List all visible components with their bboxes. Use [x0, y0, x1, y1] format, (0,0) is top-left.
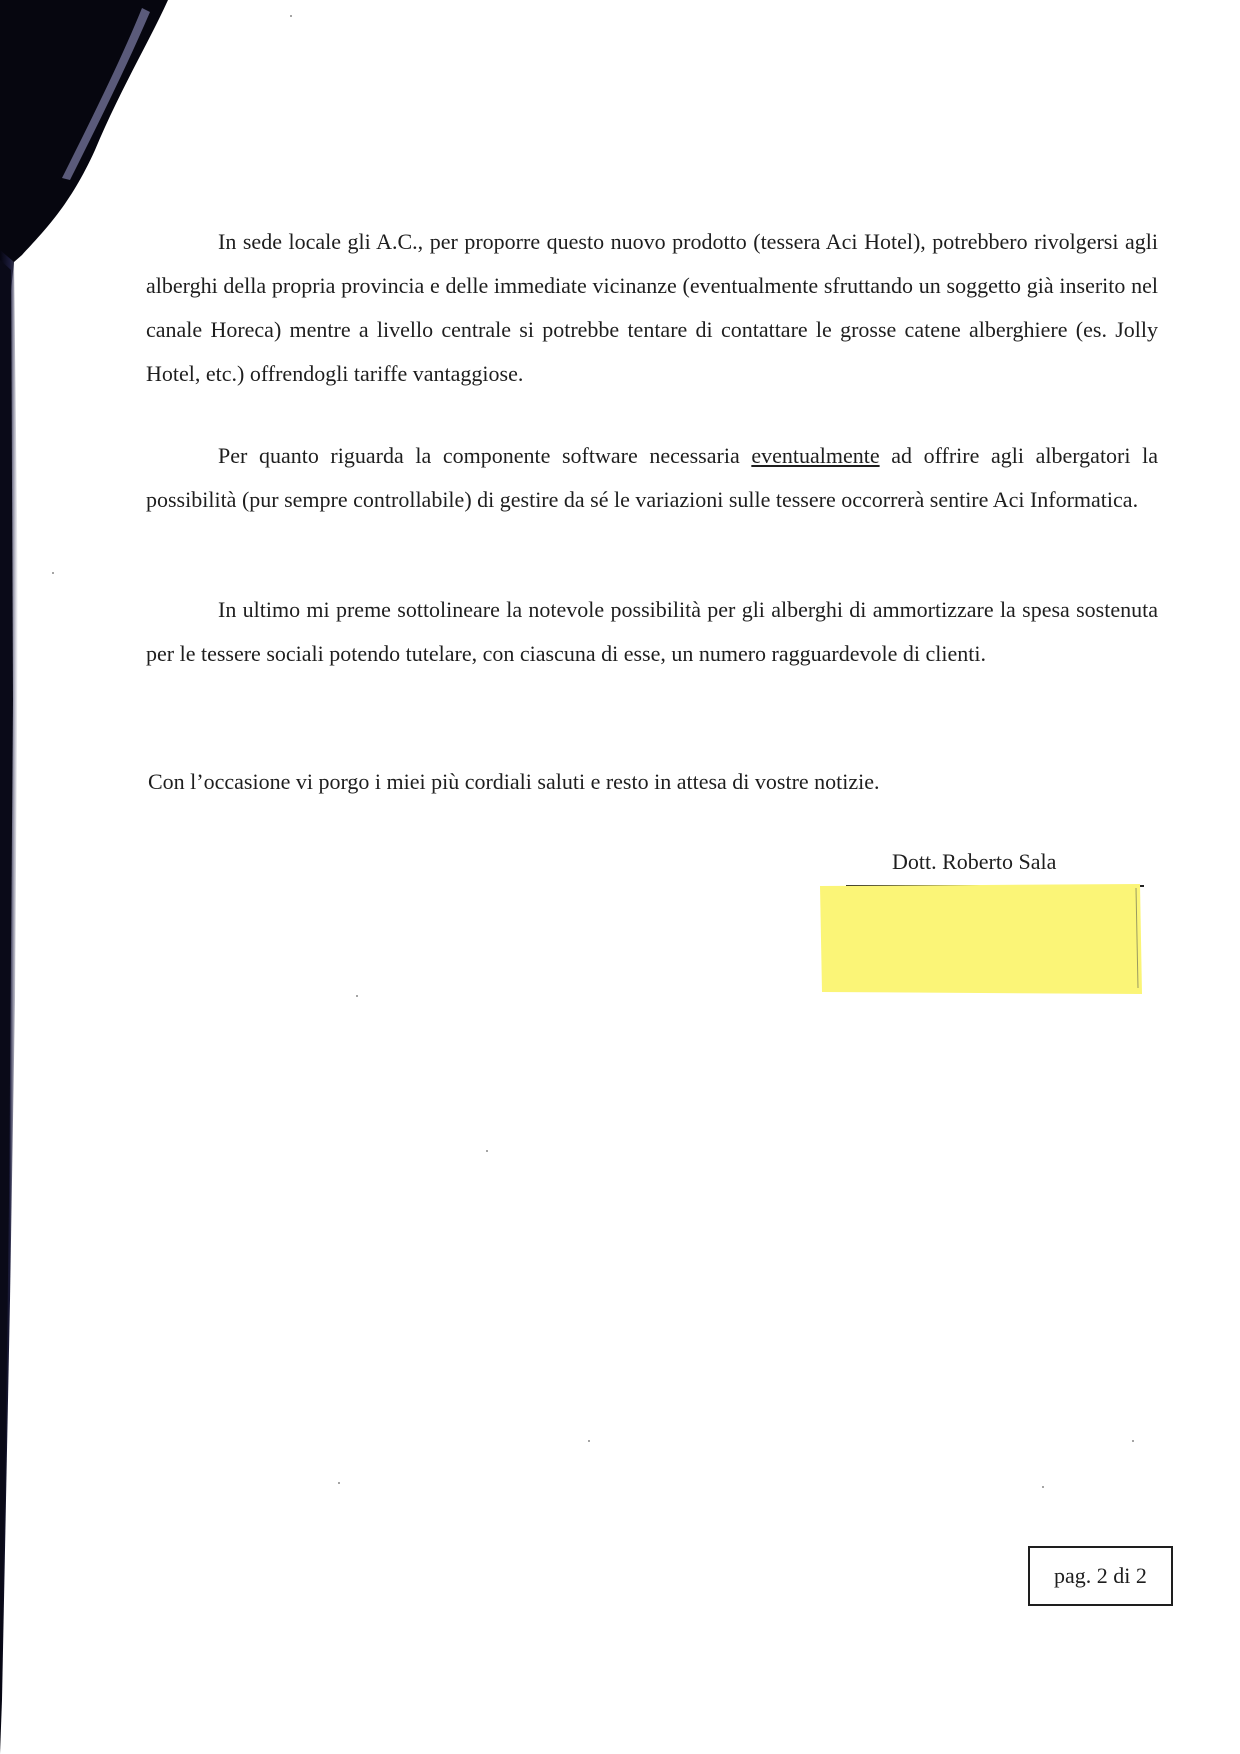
signer-name: Dott. Roberto Sala — [892, 849, 1057, 874]
page-number-box — [1028, 1546, 1173, 1606]
paragraph-aci-hotel-proposal: In sede locale gli A.C., per proporre questo nuovo prodotto (tessera Aci Hotel), potrebbero rivolgersi agli alberghi della propria provincia e delle immediate vicinanze (eventualmente sfruttando un soggetto già inserito nel canale Horeca) mentre a livello centrale si potrebbe tentare di contattare le grosse catene alberghiere (es. Jolly Hotel, etc.) offrendogli tariffe vantaggiose. — [146, 229, 1158, 386]
paragraph-cost-amortization: In ultimo mi preme sottolineare la notevole possibilità per gli alberghi di ammortizzare la spesa sostenuta per le tessere sociali potendo tutelare, con ciascuna di esse, un numero ragguardevole di clienti. — [146, 597, 1158, 666]
scan-speck — [356, 995, 358, 997]
scan-speck — [290, 15, 292, 17]
scan-speck — [338, 1482, 340, 1484]
scan-speck — [588, 1440, 590, 1442]
redacted-signature-highlight — [818, 880, 1143, 996]
scan-speck — [52, 572, 54, 574]
paragraph-software-component: Per quanto riguarda la componente software necessaria eventualmente ad offrire agli albergatori la possibilità (pur sempre controllabile) di gestire da sé le variazioni sulle tessere occorrerà sentire Aci Informatica. — [146, 443, 1158, 512]
scan-speck — [486, 1150, 488, 1152]
scan-speck — [1132, 1440, 1134, 1442]
page-number: pag. 2 di 2 — [1054, 1563, 1147, 1588]
underlined-word: eventualmente — [751, 443, 880, 468]
scan-speck — [1042, 1486, 1044, 1488]
closing-greeting: Con l’occasione vi porgo i miei più cordiali saluti e resto in attesa di vostre notizie. — [148, 769, 880, 794]
